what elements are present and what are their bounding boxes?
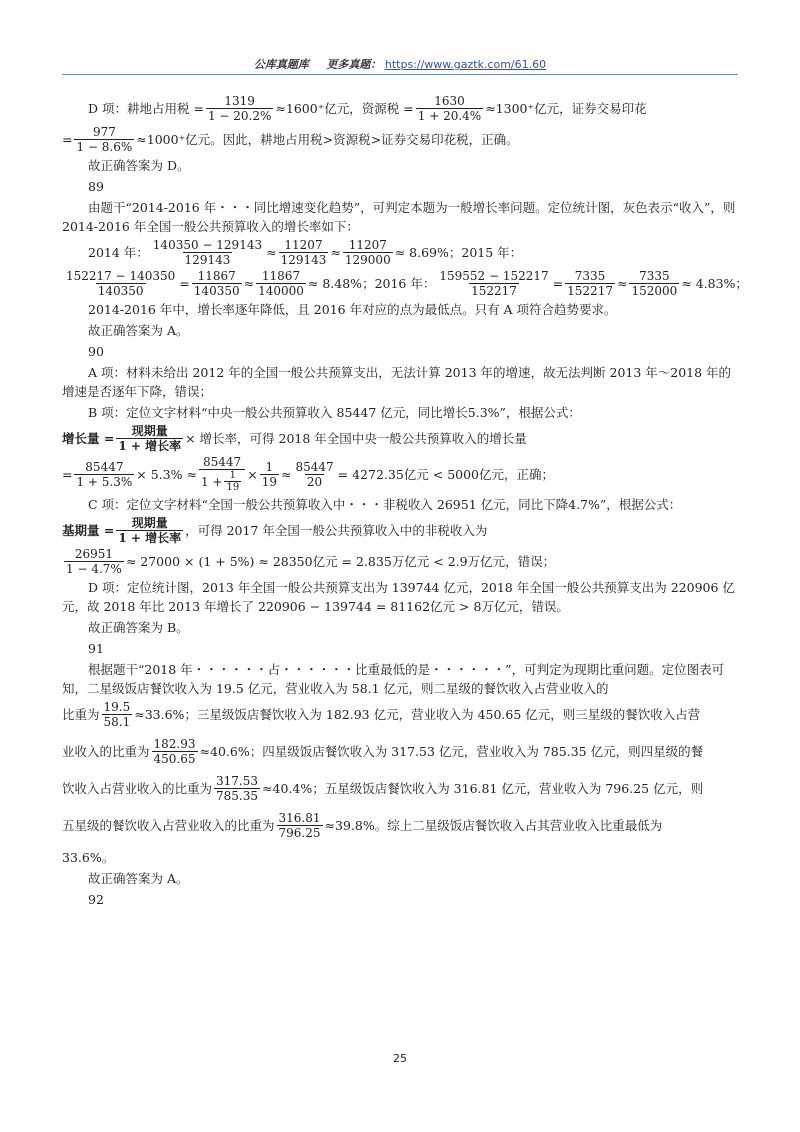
text: ≈1600⁺亿元，资源税 = xyxy=(275,101,414,116)
ratio-line-1 xyxy=(62,700,742,729)
header-link[interactable]: https://www.gaztk.com/61.60 xyxy=(384,58,547,71)
fraction xyxy=(116,516,183,545)
fraction-den: 1 + 5.3% xyxy=(76,474,133,489)
formula-2015-2016 xyxy=(62,269,748,298)
fraction-num: 11207 xyxy=(284,238,323,252)
paragraph: 由题干“2014-2016 年・・・同比增速变化趋势”，可判定本题为一般增长率问题。定位统计图，灰色表示“收入”，则 2014-2016 年全国一般公共预算收入的增长率如下： xyxy=(62,200,736,234)
text: ≈ xyxy=(330,245,341,260)
fraction xyxy=(151,238,264,267)
fraction-den: 19 xyxy=(226,482,240,493)
fraction xyxy=(629,269,679,298)
text: 业收入的比重为 xyxy=(62,744,150,759)
answer-line: 故正确答案为 A。 xyxy=(88,871,189,886)
text: = 4272.35亿元 < 5000亿元，正确； xyxy=(337,466,555,482)
fraction xyxy=(416,94,483,123)
fraction-num: 7335 xyxy=(574,269,606,283)
fraction xyxy=(277,811,323,840)
text: 1 + xyxy=(200,474,223,489)
fraction-den: 19 xyxy=(261,474,277,489)
fraction-den: 140000 xyxy=(258,284,304,298)
text: 基期量 = xyxy=(62,523,115,538)
paragraph: A 项：材料未给出 2012 年的全国一般公共预算支出，无法计算 2013 年的增速，故无法判断 2013 年～2018 年的增速是否逐年下降，错误； xyxy=(62,365,732,399)
fraction-den: 796.25 xyxy=(278,826,321,840)
paragraph: 33.6%。 xyxy=(62,850,115,865)
question-number: 90 xyxy=(88,344,104,359)
text: ≈ xyxy=(243,276,255,291)
fraction xyxy=(279,238,329,267)
fraction-num: 11867 xyxy=(261,269,301,283)
fraction-num: 317.53 xyxy=(216,774,259,788)
page-header xyxy=(0,56,800,72)
page-number: 25 xyxy=(393,1052,407,1065)
fraction-den: 1 − 20.2% xyxy=(207,109,272,123)
option-d-line-2 xyxy=(62,125,742,154)
fraction-num: 现期量 xyxy=(131,424,168,438)
fraction-den: 1 + 增长率 xyxy=(118,531,182,545)
fraction xyxy=(224,470,241,493)
text: × 5.3% ≈ xyxy=(136,466,197,482)
text: ≈40.6%；四星级饭店餐饮收入为 317.53 亿元，营业收入为 785.35 亿元，则四星级的餐 xyxy=(199,744,704,759)
fraction xyxy=(102,700,133,729)
text: 五星级的餐饮收入占营业收入的比重为 xyxy=(62,818,275,833)
text: ≈ 8.48%；2016 年： xyxy=(307,276,436,291)
fraction-den: 152217 xyxy=(471,284,517,298)
fraction xyxy=(199,455,245,493)
fraction-num: 19.5 xyxy=(103,700,131,714)
fraction-den: 140350 xyxy=(193,284,240,298)
fraction-den: 1 + 20.4% xyxy=(417,109,482,123)
fraction-den: 152217 xyxy=(567,284,613,298)
paragraph: B 项：定位文字材料“中央一般公共预算收入 85447 亿元，同比增长5.3%”，根据公式： xyxy=(88,405,581,420)
fraction-den: 129000 xyxy=(344,253,391,267)
fraction-num: 11867 xyxy=(197,269,236,283)
text: = xyxy=(552,276,564,291)
answer-line: 故正确答案为 D。 xyxy=(88,158,190,173)
formula-base xyxy=(62,516,742,545)
fraction xyxy=(116,424,183,453)
fraction xyxy=(206,94,273,123)
fraction xyxy=(74,460,134,489)
fraction xyxy=(192,269,242,298)
text: ，可得 2017 年全国一般公共预算收入中的非税收入为 xyxy=(185,523,488,538)
fraction xyxy=(256,269,306,298)
fraction xyxy=(437,269,550,298)
fraction xyxy=(293,460,335,489)
fraction xyxy=(64,547,124,576)
fraction-den: 58.1 xyxy=(103,715,131,729)
text: D 项：耕地占用税 = xyxy=(88,101,204,116)
fraction xyxy=(214,774,260,803)
ratio-line-4 xyxy=(62,811,742,840)
text: ≈40.4%；五星级饭店餐饮收入为 316.81 亿元，营业收入为 796.25 亿元，则 xyxy=(262,781,704,796)
fraction-num: 1 xyxy=(229,470,237,481)
fraction-num: 7335 xyxy=(639,269,670,283)
fraction xyxy=(343,238,393,267)
paragraph: 根据题干“2018 年・・・・・・占・・・・・・比重最低的是・・・・・・”，可判定为现期比重问题。定位图表可知，二星级饭店餐饮收入为 19.5 亿元，营业收入为 58.1 亿元，则二星级的餐饮收入占营业收入的 xyxy=(62,662,725,696)
fraction-den: 129143 xyxy=(280,253,327,267)
text: ≈ 27000 × (1 + 5%) ≈ 28350亿元 = 2.835万亿元 < 2.9万亿元，错误； xyxy=(125,554,556,569)
ratio-line-2 xyxy=(62,737,742,766)
header-site-name: 公库真题库 xyxy=(253,58,309,71)
text: = xyxy=(62,132,73,147)
fraction-den: 152000 xyxy=(631,284,678,298)
fraction-den: 1 − 4.7% xyxy=(66,562,122,576)
fraction-den: 450.65 xyxy=(153,752,196,766)
text: ≈1300⁺亿元，证券交易印花 xyxy=(485,101,647,116)
text: 2014 年： xyxy=(88,245,149,260)
header-label: 更多真题： xyxy=(326,58,382,71)
fraction-num: 140350 − 129143 xyxy=(152,238,263,252)
question-number: 91 xyxy=(88,641,104,656)
option-d-line-1 xyxy=(62,94,742,123)
fraction-num: 1319 xyxy=(224,94,255,108)
fraction-num: 1630 xyxy=(434,94,465,108)
text: ≈ xyxy=(266,245,277,260)
page-content xyxy=(62,92,748,911)
fraction-den: 140350 xyxy=(97,284,144,298)
fraction-den: 129143 xyxy=(184,253,231,267)
header-divider xyxy=(62,74,738,75)
answer-line: 故正确答案为 B。 xyxy=(88,620,189,635)
text: = xyxy=(179,276,190,291)
fraction xyxy=(565,269,615,298)
paragraph: 2014-2016 年中，增长率逐年降低，且 2016 年对应的点为最低点。只有 A 项符合趋势要求。 xyxy=(88,302,617,317)
text: ≈ 8.69%；2015 年： xyxy=(394,245,523,260)
fraction-num: 11207 xyxy=(348,238,387,252)
fraction-num: 1 xyxy=(265,459,274,474)
fraction-num: 85447 xyxy=(85,459,124,474)
fraction-num: 85447 xyxy=(295,459,334,474)
text: 饮收入占营业收入的比重为 xyxy=(62,781,213,796)
formula-c-calc xyxy=(62,547,742,576)
fraction xyxy=(152,737,198,766)
formula-growth xyxy=(62,424,742,453)
text: ≈ xyxy=(280,466,292,482)
fraction-num: 26951 xyxy=(74,547,113,561)
paragraph: C 项：定位文字材料“全国一般公共预算收入中・・・非税收入 26951 亿元，同比下降4.7%”，根据公式： xyxy=(88,497,682,512)
fraction-num: 159552 − 152217 xyxy=(439,269,549,283)
formula-2014 xyxy=(62,238,742,267)
paragraph: D 项：定位统计图，2013 年全国一般公共预算支出为 139744 亿元，2018 年全国一般公共预算支出为 220906 亿元，故 2018 年比 2013 年增长了 220906 − 139744 = 81162亿元 > 8万亿元，错误。 xyxy=(62,580,735,614)
fraction-num: 182.93 xyxy=(153,737,196,751)
fraction-den: 20 xyxy=(306,474,323,489)
fraction-num: 316.81 xyxy=(278,811,321,825)
text: ≈ xyxy=(616,276,628,291)
fraction xyxy=(74,125,134,154)
formula-b-calc xyxy=(62,455,742,493)
text: ≈ 4.83%； xyxy=(681,276,748,291)
text: ≈1000⁺亿元。因此，耕地占用税>资源税>证券交易印花税，正确。 xyxy=(136,132,519,147)
text: × 增长率，可得 2018 年全国中央一般公共预算收入的增长量 xyxy=(185,431,527,446)
text: × xyxy=(247,466,258,482)
fraction-den xyxy=(199,469,245,493)
question-number: 92 xyxy=(88,892,104,907)
fraction-den: 1 − 8.6% xyxy=(76,140,133,154)
text: = xyxy=(62,466,73,482)
text: 增长量 = xyxy=(62,431,115,446)
fraction-num: 现期量 xyxy=(131,516,168,530)
fraction-num: 977 xyxy=(92,125,116,139)
text: ≈33.6%；三星级饭店餐饮收入为 182.93 亿元，营业收入为 450.65 亿元，则三星级的餐饮收入占营 xyxy=(134,707,701,722)
fraction-num: 85447 xyxy=(202,455,242,469)
ratio-line-3 xyxy=(62,774,742,803)
fraction-num: 152217 − 140350 xyxy=(66,269,176,283)
text: ≈39.8%。综上二星级饭店餐饮收入占其营业收入比重最低为 xyxy=(324,818,663,833)
fraction-den: 1 + 增长率 xyxy=(118,439,182,453)
fraction xyxy=(64,269,177,298)
fraction xyxy=(260,460,279,489)
question-number: 89 xyxy=(88,179,104,194)
answer-line: 故正确答案为 A。 xyxy=(88,323,189,338)
fraction-den: 785.35 xyxy=(216,789,259,803)
text: 比重为 xyxy=(62,707,100,722)
